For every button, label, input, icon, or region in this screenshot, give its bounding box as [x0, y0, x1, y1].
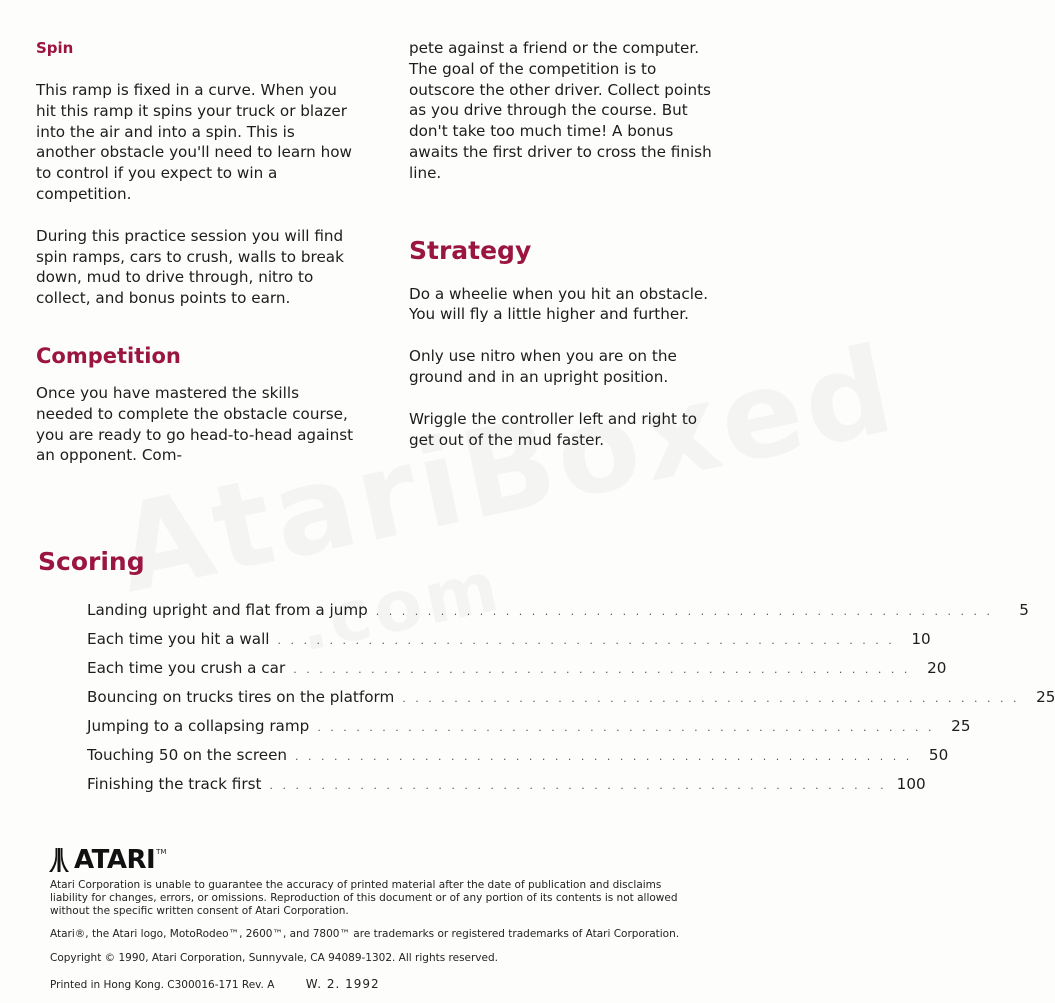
score-label: Each time you hit a wall [87, 630, 270, 648]
competition-paragraph: Once you have mastered the skills needed to complete the obstacle course, you are ready to go head-to-head against an opponent. Com- [36, 383, 354, 465]
score-label: Finishing the track first [87, 775, 262, 793]
competition-continued-paragraph: pete against a friend or the computer. The goal of the competition is to outscore the other driver. Collect points as you drive through the course. But don't take too much time! A bonus awaits the first driver to cross the finish line. [409, 39, 712, 182]
dot-leader: . . . . . . . . . . . . . . . . . . . . . . . . . . . . . . . . . . . . . . . . . . . . . . . . [293, 663, 911, 676]
competition-heading: Competition [36, 343, 181, 368]
score-points: 100 [896, 775, 926, 793]
score-points: 10 [911, 630, 931, 648]
strategy-tip: Do a wheelie when you hit an obstacle. You will fly a little higher and further. [409, 284, 709, 324]
scoring-table [87, 600, 1055, 803]
left-column [36, 38, 356, 466]
score-points: 25 [951, 717, 971, 735]
atari-wordmark: ATARI [74, 845, 156, 875]
trademark-notice: Atari®, the Atari logo, MotoRodeo™, 2600™, and 7800™ are trademarks or registered trademarks of Atari Corporation. [50, 928, 680, 940]
score-points: 20 [927, 659, 947, 677]
trademark-mark: TM [156, 848, 167, 856]
score-row [87, 629, 931, 658]
scoring-heading: Scoring [38, 547, 145, 576]
print-info [50, 978, 700, 992]
score-label: Each time you crush a car [87, 659, 286, 677]
score-row [87, 687, 1055, 716]
score-row [87, 658, 947, 687]
score-label: Jumping to a collapsing ramp [87, 717, 310, 735]
score-points: 5 [1019, 601, 1029, 619]
practice-paragraph: During this practice session you will find spin ramps, cars to crush, walls to break down, mud to drive through, nitro to collect, and bonus points to earn. [36, 226, 344, 308]
atari-fuji-icon [48, 848, 70, 872]
strategy-tip: Only use nitro when you are on the ground and in an upright position. [409, 347, 677, 386]
score-row [87, 600, 1029, 629]
strategy-tip: Wriggle the controller left and right to get out of the mud faster. [409, 409, 698, 449]
score-points: 50 [928, 746, 949, 764]
spin-paragraph: This ramp is fixed in a curve. When you hit this ramp it spins your truck or blazer into the air and into a spin. This is another obstacle you'll need to learn how to control if you expect to win a competition. [36, 81, 352, 203]
score-label: Landing upright and flat from a jump [87, 601, 368, 619]
score-row [87, 716, 971, 745]
dot-leader: . . . . . . . . . . . . . . . . . . . . . . . . . . . . . . . . . . . . . . . . . . . . . . . . [295, 750, 913, 763]
dot-leader: . . . . . . . . . . . . . . . . . . . . . . . . . . . . . . . . . . . . . . . . . . . . . . . . [375, 605, 993, 618]
score-points: 25 [1036, 688, 1055, 706]
score-label: Touching 50 on the screen [87, 746, 288, 764]
right-column [409, 38, 719, 450]
score-row [87, 745, 949, 774]
dot-leader: . . . . . . . . . . . . . . . . . . . . . . . . . . . . . . . . . . . . . . . . . . . . . . . . [402, 692, 1020, 705]
dot-leader: . . . . . . . . . . . . . . . . . . . . . . . . . . . . . . . . . . . . . . . . . . . . . . . . [269, 779, 887, 792]
dot-leader: . . . . . . . . . . . . . . . . . . . . . . . . . . . . . . . . . . . . . . . . . . . . . . . . [317, 721, 935, 734]
strategy-heading: Strategy [409, 235, 532, 265]
disclaimer: Atari Corporation is unable to guarantee the accuracy of printed material after the date of publication and disclaims liability for changes, errors, or omissions. Reproduction of this document or of any portion of its contents is not allowed without the specific written consent of Atari Corporation. [50, 879, 678, 917]
atari-logo [48, 845, 166, 875]
score-label: Bouncing on trucks tires on the platform [87, 688, 395, 706]
copyright-notice: Copyright © 1990, Atari Corporation, Sunnyvale, CA 94089-1302. All rights reserved. [50, 952, 498, 964]
score-row [87, 774, 926, 803]
handwritten-date: W. 2. 1992 [305, 977, 380, 991]
dot-leader: . . . . . . . . . . . . . . . . . . . . . . . . . . . . . . . . . . . . . . . . . . . . . . . . [277, 634, 895, 647]
printed-location: Printed in Hong Kong. C300016-171 Rev. A [50, 979, 275, 991]
spin-heading: Spin [36, 39, 74, 57]
